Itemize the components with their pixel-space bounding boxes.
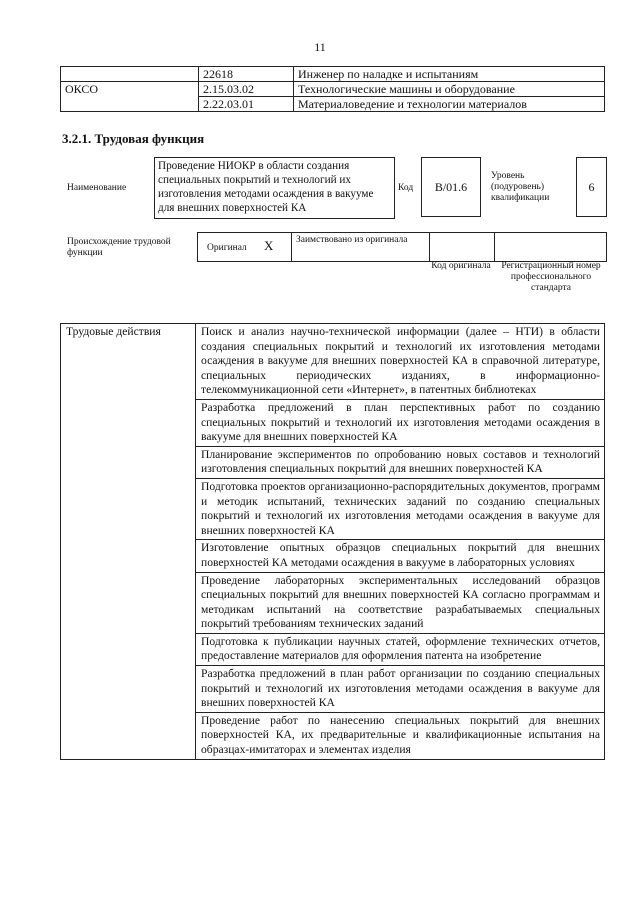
function-code: B/01.6: [421, 157, 481, 217]
name-label: Наименование: [67, 183, 127, 193]
original-label: Оригинал: [207, 243, 247, 253]
labor-actions-label: Трудовые действия: [61, 324, 196, 760]
labor-action-item: Проведение лабораторных экспериментальных исследований образцов специальных покрытий для внешних поверхностей КА согласно программам и методикам испытаний на соответствие разрабатываемых специальных покрытий требованиям технических заданий: [196, 572, 605, 633]
borrowed-box: [291, 232, 430, 262]
original-code-box: [429, 232, 495, 262]
table-row: [61, 82, 605, 97]
okso-name: Инженер по наладке и испытаниям: [294, 67, 605, 82]
okso-name: Материаловедение и технологии материалов: [294, 97, 605, 112]
level-value: 6: [576, 157, 607, 217]
original-box: [197, 232, 292, 262]
table-row: [61, 324, 605, 400]
origin-label: Происхождение трудовой функции: [67, 237, 171, 258]
labor-actions-table: [60, 323, 605, 760]
original-mark: X: [264, 238, 274, 253]
okso-code: 2.22.03.01: [199, 97, 294, 112]
labor-action-item: Проведение работ по нанесению специальных покрытий для внешних поверхностей КА, их предварительные и квалификационные испытания на образцах-имитаторах и элементах изделия: [196, 712, 605, 759]
code-label: Код: [398, 183, 414, 193]
section-title: 3.2.1. Трудовая функция: [62, 131, 205, 146]
labor-action-item: Разработка предложений в план работ организации по созданию специальных покрытий и технологий их изготовления методами осаждения в вакууме для внешних поверхностей КА: [196, 666, 605, 713]
page-number: 11: [314, 40, 326, 54]
okso-label-cell-empty: [61, 67, 199, 82]
reg-number-caption: Регистрационный номер профессионального стандарта: [501, 261, 601, 293]
function-name: Проведение НИОКР в области создания специальных покрытий и технологий их изготовления методами осаждения в вакууме для внешних поверхностей КА: [154, 157, 395, 219]
labor-action-item: Подготовка проектов организационно-распорядительных документов, программ и методик испытаний, технических заданий по созданию специальных покрытий и технологий их изготовления методами осаждения в вакууме для внешних поверхностей КА: [196, 478, 605, 539]
okso-label: ОКСО: [61, 82, 199, 112]
reg-number-box: [494, 232, 607, 262]
okso-name: Технологические машины и оборудование: [294, 82, 605, 97]
table-row: [61, 67, 605, 82]
borrowed-label: Заимствовано из оригинала: [296, 235, 408, 245]
okso-code: 22618: [199, 67, 294, 82]
level-label: Уровень (подуровень) квалификации: [491, 171, 550, 203]
labor-action-item: Подготовка к публикации научных статей, оформление технических отчетов, предоставление материалов для оформления патента на изобретение: [196, 633, 605, 665]
labor-action-item: Поиск и анализ научно-технической информации (далее – НТИ) в области создания специальных покрытий и технологий их изготовления методами осаждения в вакууме для внешних поверхностей КА в справочной литературе, специальных периодических изданиях, в информационно-телекоммуникационной сети «Интернет», в патентных библиотеках: [196, 324, 605, 400]
okso-code: 2.15.03.02: [199, 82, 294, 97]
okso-table: [60, 66, 605, 112]
labor-action-item: Изготовление опытных образцов специальных покрытий для внешних поверхностей КА методами осаждения в вакууме в лабораторных условиях: [196, 540, 605, 572]
original-code-caption: Код оригинала: [431, 261, 491, 271]
labor-action-item: Планирование экспериментов по опробованию новых составов и технологий изготовления специальных покрытий для внешних поверхностей КА: [196, 446, 605, 478]
labor-action-item: Разработка предложений в план перспективных работ по созданию специальных покрытий и технологий их изготовления методами осаждения в вакууме для внешних поверхностей КА: [196, 399, 605, 446]
